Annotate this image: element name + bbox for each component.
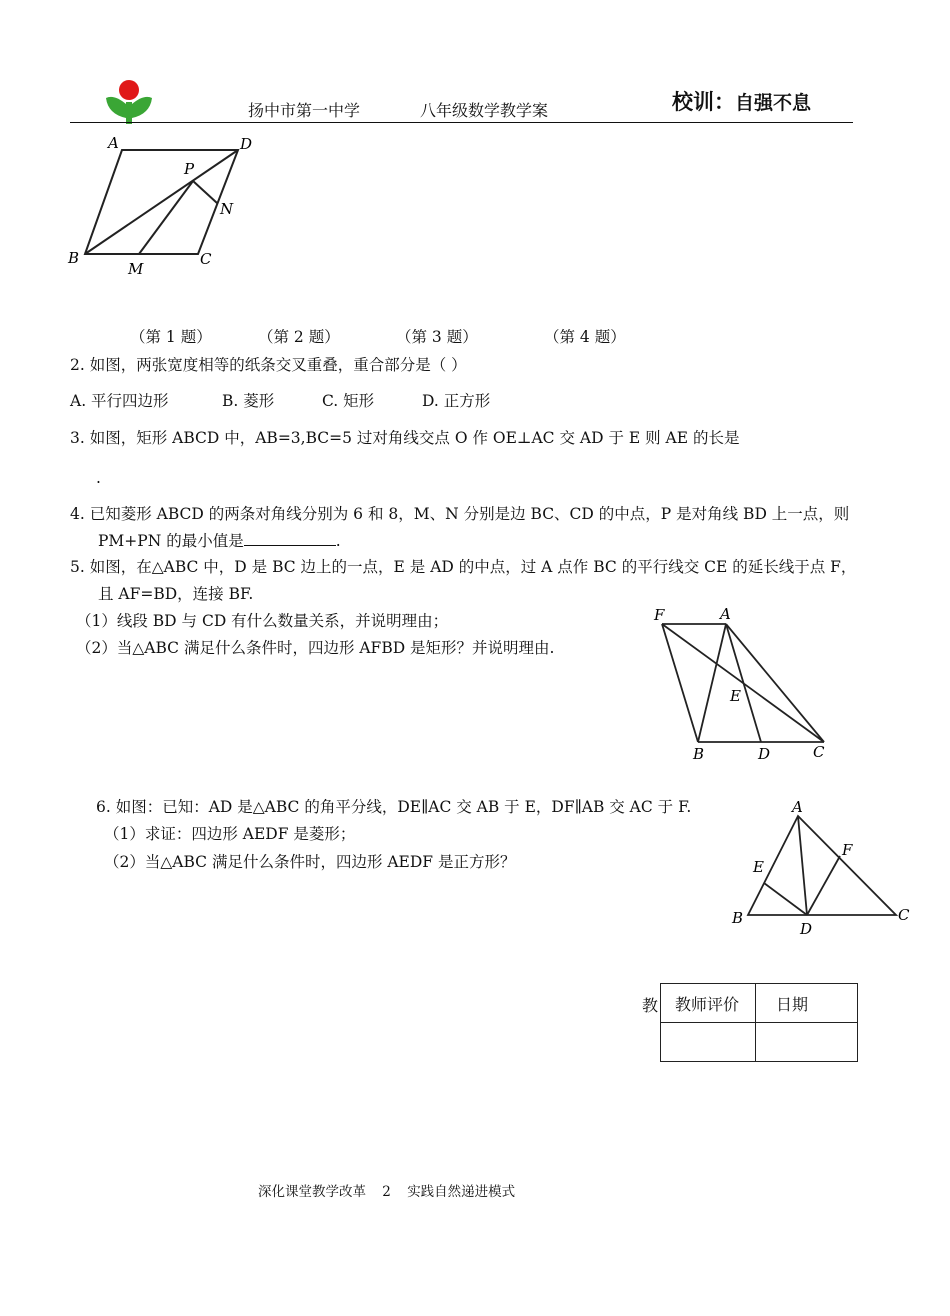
footer-right: 实践自然递进模式 (407, 1184, 516, 1200)
date-cell[interactable] (756, 1023, 858, 1062)
header-rule (70, 122, 853, 123)
q5-line-1: 5. 如图，在△ABC 中，D 是 BC 边上的一点，E 是 AD 的中点，过 A 点作 BC 的平行线交 CE 的延长线于点 F， (70, 558, 857, 576)
q6-sub-1: （1）求证：四边形 AEDF 是菱形； (104, 825, 356, 843)
q5-sub-1: （1）线段 BD 与 CD 有什么数量关系，并说明理由； (76, 612, 449, 630)
label-F: F (654, 606, 665, 624)
teacher-evaluation-cell[interactable] (661, 1023, 756, 1062)
school-motto (672, 86, 811, 116)
label-D: D (758, 745, 771, 763)
q4-line-1: 4. 已知菱形 ABCD 的两条对角线分别为 6 和 8，M、N 分别是边 BC、CD 的中点，P 是对角线 BD 上一点，则 (70, 505, 850, 523)
label-N: N (220, 200, 234, 218)
label-B: B (732, 909, 744, 927)
label-C: C (813, 743, 825, 761)
document-subject: 八年级数学教学案 (420, 101, 549, 120)
evaluation-overflow-char: 教 (642, 996, 659, 1015)
label-C: C (898, 906, 910, 924)
label-D: D (240, 135, 253, 153)
q2-option-b: B. 菱形 (222, 392, 275, 410)
q4-line-2-prefix: PM+PN 的最小值是 (98, 532, 244, 550)
figure-1-parallelogram (60, 130, 280, 280)
figure-5-triangle (650, 602, 840, 767)
q2-stem: 2. 如图，两张宽度相等的纸条交叉重叠，重合部分是（ ） (70, 356, 467, 374)
q4-line-2 (98, 529, 341, 552)
table-row (661, 1023, 858, 1062)
motto-value: 自强不息 (735, 92, 812, 114)
label-B: B (68, 249, 80, 267)
label-A: A (720, 605, 731, 623)
teacher-evaluation-header: 教师评价 (661, 984, 756, 1023)
label-P: P (184, 160, 195, 178)
label-D: D (800, 920, 813, 938)
label-E: E (753, 858, 764, 876)
caption-3: （第 3 题） (396, 328, 478, 346)
label-A: A (792, 798, 803, 816)
q5-sub-2: （2）当△ABC 满足什么条件时，四边形 AFBD 是矩形？并说明理由. (76, 639, 555, 657)
caption-1: （第 1 题） (130, 328, 212, 346)
label-F: F (842, 841, 853, 859)
evaluation-table (660, 983, 858, 1062)
answer-blank[interactable] (244, 529, 336, 546)
q4-line-2-suffix: . (335, 532, 341, 550)
q2-option-d: D. 正方形 (422, 392, 491, 410)
q3-tail: . (96, 469, 101, 487)
table-row (661, 984, 858, 1023)
date-header: 日期 (756, 984, 858, 1023)
q6-stem: 6. 如图：已知：AD 是△ABC 的角平分线，DE∥AC 交 AB 于 E，DF∥AB 交 AC 于 F. (96, 798, 692, 816)
caption-4: （第 4 题） (544, 328, 626, 346)
q2-option-a: A. 平行四边形 (70, 392, 169, 410)
figure-6-triangle (728, 796, 918, 938)
page-number: 2 (382, 1184, 391, 1200)
label-E: E (730, 687, 741, 705)
label-A: A (108, 134, 119, 152)
label-B: B (693, 745, 705, 763)
q3-stem: 3. 如图，矩形 ABCD 中，AB=3,BC=5 过对角线交点 O 作 OE⊥AC 交 AD 于 E 则 AE 的长是 (70, 429, 740, 447)
school-name: 扬中市第一中学 (248, 101, 361, 120)
q2-option-c: C. 矩形 (322, 392, 375, 410)
label-C: C (200, 250, 212, 268)
q6-sub-2: （2）当△ABC 满足什么条件时，四边形 AEDF 是正方形？ (104, 853, 516, 871)
footer (258, 1180, 515, 1200)
label-M: M (128, 260, 144, 278)
footer-left: 深化课堂教学改革 (258, 1184, 366, 1200)
school-logo (104, 78, 154, 126)
motto-key: 校训： (672, 89, 735, 114)
q5-line-2: 且 AF=BD，连接 BF. (98, 585, 254, 603)
caption-2: （第 2 题） (258, 328, 340, 346)
